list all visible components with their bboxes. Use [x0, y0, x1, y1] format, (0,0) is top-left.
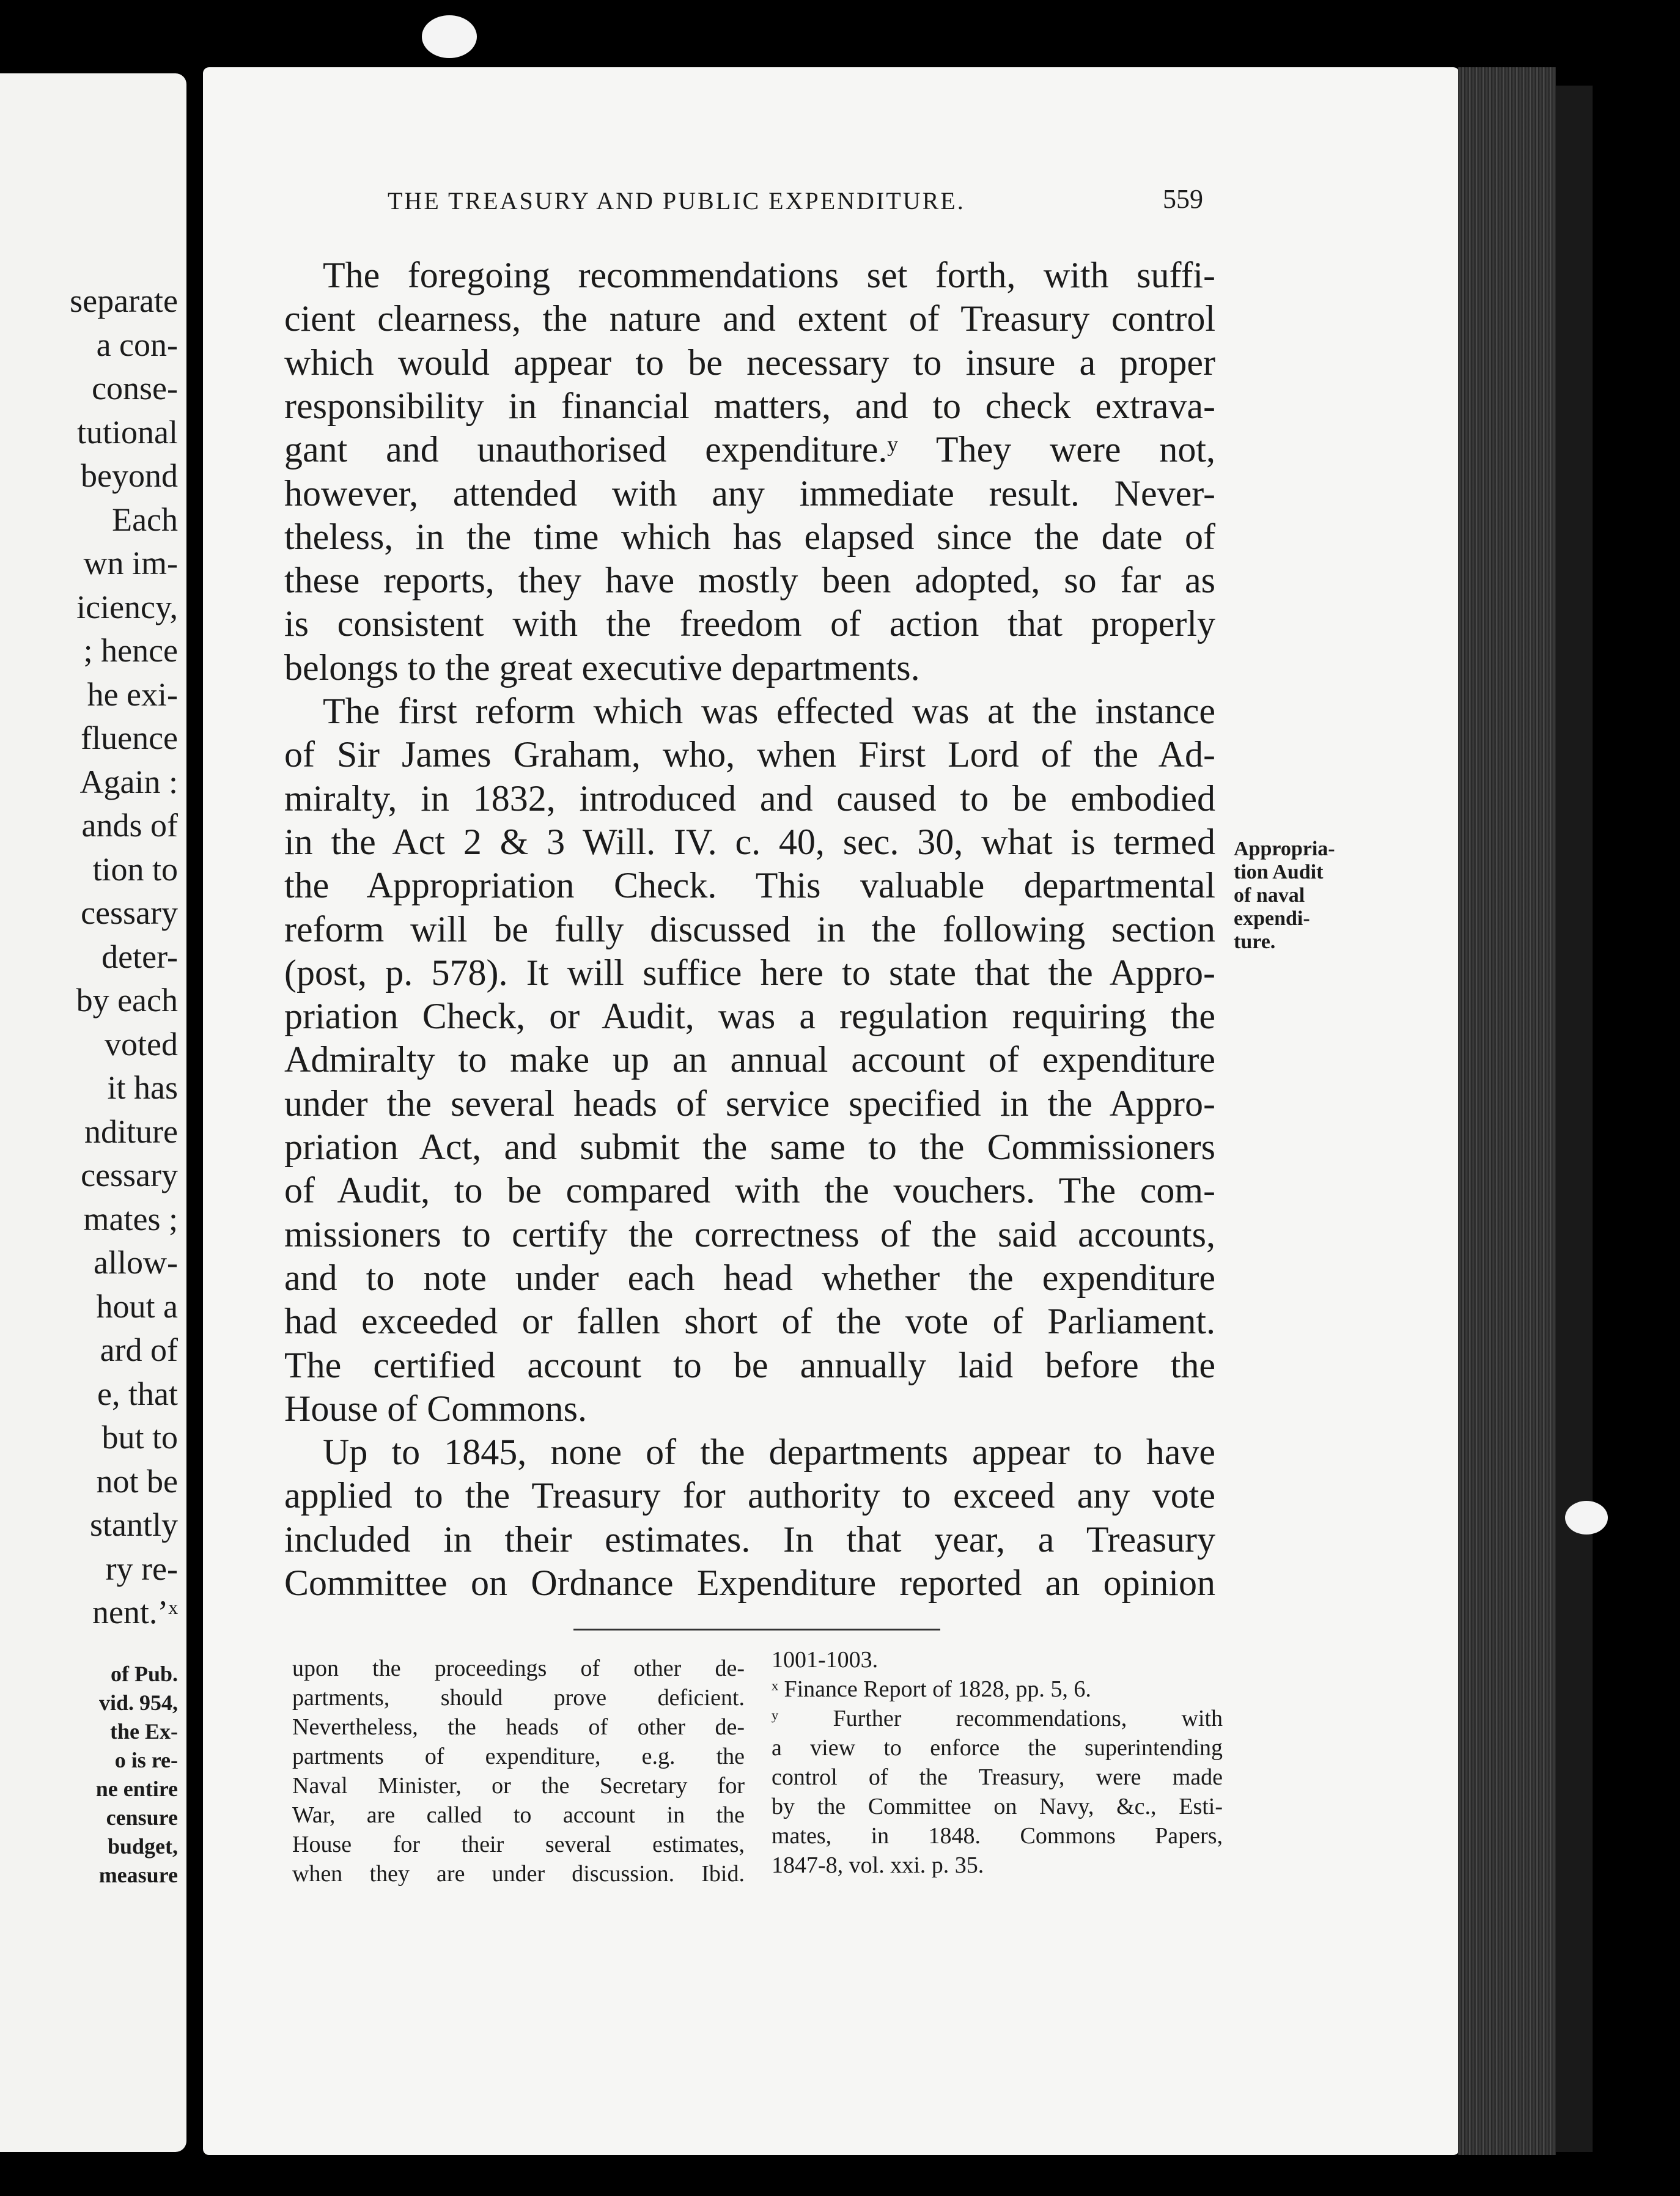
body-line: cient clearness, the nature and extent of Treasury control — [284, 298, 1215, 339]
body-line: Up to 1845, none of the departments appear to have — [323, 1432, 1215, 1473]
body-line: however, attended with any immediate result. Never- — [284, 473, 1215, 514]
left-page-line: Again : — [79, 763, 178, 800]
left-page-line: iciency, — [76, 588, 178, 625]
left-page-line: not be — [96, 1462, 178, 1500]
page-number: 559 — [1163, 184, 1203, 214]
body-line: is consistent with the freedom of action that properly — [284, 603, 1215, 644]
left-page-line: ; hence — [83, 632, 178, 669]
book-cover-edge — [1556, 86, 1593, 2152]
left-page-line: by each — [76, 982, 178, 1019]
left-page-line: hout a — [96, 1288, 178, 1325]
margin-note-line: of naval — [1234, 884, 1305, 907]
footnote-line: ʸ Further recommendations, with — [772, 1706, 1223, 1731]
ink-blot — [422, 15, 477, 58]
margin-note-line: Appropria- — [1234, 838, 1335, 860]
body-line: under the several heads of service specified in the Appro- — [284, 1083, 1215, 1124]
left-page-line: voted — [105, 1025, 178, 1063]
footnote-line: partments of expenditure, e.g. the — [292, 1744, 745, 1769]
footnote-line: ˣ Finance Report of 1828, pp. 5, 6. — [772, 1676, 1091, 1702]
margin-note-line: expendi- — [1234, 907, 1310, 930]
left-page-line: separate — [70, 282, 178, 319]
left-page-line: stantly — [90, 1506, 178, 1543]
footnote-line: 1001-1003. — [772, 1647, 879, 1673]
left-page-line: mates ; — [83, 1200, 178, 1237]
footnote-line: Nevertheless, the heads of other de- — [292, 1714, 745, 1740]
body-line: included in their estimates. In that year, a Treasury — [284, 1519, 1215, 1560]
left-page-note-line: censure — [106, 1805, 178, 1830]
body-line: of Sir James Graham, who, when First Lord of the Ad- — [284, 734, 1215, 775]
left-page-line: but to — [101, 1419, 178, 1456]
footnote-line: mates, in 1848. Commons Papers, — [772, 1823, 1223, 1849]
footnote-line: partments, should prove deficient. — [292, 1685, 745, 1711]
left-page-note-line: o is re- — [114, 1748, 178, 1772]
left-page-line: nditure — [84, 1113, 178, 1150]
left-page-line: e, that — [97, 1375, 178, 1412]
left-page-line: it has — [107, 1069, 178, 1106]
left-page-note-line: of Pub. — [110, 1662, 178, 1686]
left-page-line: conse- — [92, 370, 178, 407]
body-line: of Audit, to be compared with the vouchers. The com- — [284, 1170, 1215, 1211]
left-page-line: he exi- — [87, 676, 178, 713]
left-page-line: cessary — [81, 894, 178, 931]
body-line: miralty, in 1832, introduced and caused to be embodied — [284, 778, 1215, 819]
running-head: THE TREASURY AND PUBLIC EXPENDITURE. — [388, 187, 965, 215]
left-facing-page — [0, 73, 186, 2152]
left-page-note-line: vid. 954, — [98, 1690, 178, 1715]
left-page-line: beyond — [81, 457, 178, 494]
footnote-line: House for their several estimates, — [292, 1832, 745, 1857]
footnote-line: control of the Treasury, were made — [772, 1764, 1223, 1790]
footnote-line: when they are under discussion. Ibid. — [292, 1861, 745, 1887]
body-line: and to note under each head whether the expenditure — [284, 1257, 1215, 1298]
left-page-note-line: ne entire — [95, 1777, 178, 1801]
left-page-line: tutional — [77, 413, 178, 451]
body-line: responsibility in financial matters, and to check extrava- — [284, 385, 1215, 426]
body-line: Committee on Ordnance Expenditure reported an opinion — [284, 1563, 1215, 1603]
body-line: reform will be fully discussed in the following section — [284, 908, 1215, 949]
left-page-line: ard of — [100, 1332, 178, 1368]
left-page-line: deter- — [101, 938, 178, 975]
left-page-line: allow- — [94, 1244, 178, 1281]
body-line: these reports, they have mostly been adopted, so far as — [284, 560, 1215, 601]
left-page-line: wn im- — [83, 545, 178, 581]
body-line: in the Act 2 & 3 Will. IV. c. 40, sec. 30, what is termed — [284, 821, 1215, 862]
body-line: The foregoing recommendations set forth, with suffi- — [323, 255, 1215, 295]
left-page-line: cessary — [81, 1157, 178, 1193]
ink-blot — [1565, 1501, 1608, 1535]
body-line: (post, p. 578). It will suffice here to state that the Appro- — [284, 952, 1215, 993]
left-page-line: Each — [112, 501, 178, 538]
book-page-edges — [1458, 67, 1556, 2155]
body-line: theless, in the time which has elapsed since the date of — [284, 516, 1215, 557]
body-line: The first reform which was effected was at the instance — [323, 691, 1215, 731]
body-line: missioners to certify the correctness of the said accounts, — [284, 1214, 1215, 1255]
footnote-line: 1847-8, vol. xxi. p. 35. — [772, 1852, 984, 1878]
body-line: the Appropriation Check. This valuable departmental — [284, 865, 1215, 906]
margin-note-line: tion Audit — [1234, 861, 1324, 883]
margin-note-line: ture. — [1234, 930, 1276, 953]
left-page-note-line: budget, — [107, 1834, 178, 1859]
footnote-line: War, are called to account in the — [292, 1802, 745, 1828]
footnote-line: upon the proceedings of other de- — [292, 1656, 745, 1681]
left-page-line: ands of — [81, 807, 178, 844]
body-line: priation Check, or Audit, was a regulation requiring the — [284, 996, 1215, 1037]
body-line: Admiralty to make up an annual account of expenditure — [284, 1039, 1215, 1080]
body-line: priation Act, and submit the same to the Commissioners — [284, 1127, 1215, 1167]
left-page-line: nent.’ˣ — [92, 1594, 178, 1630]
footnote-line: by the Committee on Navy, &c., Esti- — [772, 1794, 1223, 1819]
left-page-line: a con- — [96, 326, 178, 363]
left-page-line: ry re- — [105, 1550, 178, 1587]
body-line: gant and unauthorised expenditure.ʸ They were not, — [284, 429, 1215, 470]
footnote-rule — [573, 1629, 940, 1630]
body-line: which would appear to be necessary to insure a proper — [284, 342, 1215, 383]
footnote-line: Naval Minister, or the Secretary for — [292, 1773, 745, 1799]
body-line: applied to the Treasury for authority to exceed any vote — [284, 1475, 1215, 1516]
left-page-note-line: measure — [98, 1863, 178, 1887]
body-line: House of Commons. — [284, 1388, 587, 1429]
left-page-line: tion to — [92, 850, 178, 888]
left-page-note-line: the Ex- — [110, 1719, 178, 1744]
body-line: had exceeded or fallen short of the vote of Parliament. — [284, 1301, 1215, 1342]
footnote-line: a view to enforce the superintending — [772, 1735, 1223, 1761]
body-line: belongs to the great executive departments. — [284, 647, 920, 688]
left-page-line: fluence — [81, 720, 178, 756]
body-line: The certified account to be annually laid before the — [284, 1344, 1215, 1385]
